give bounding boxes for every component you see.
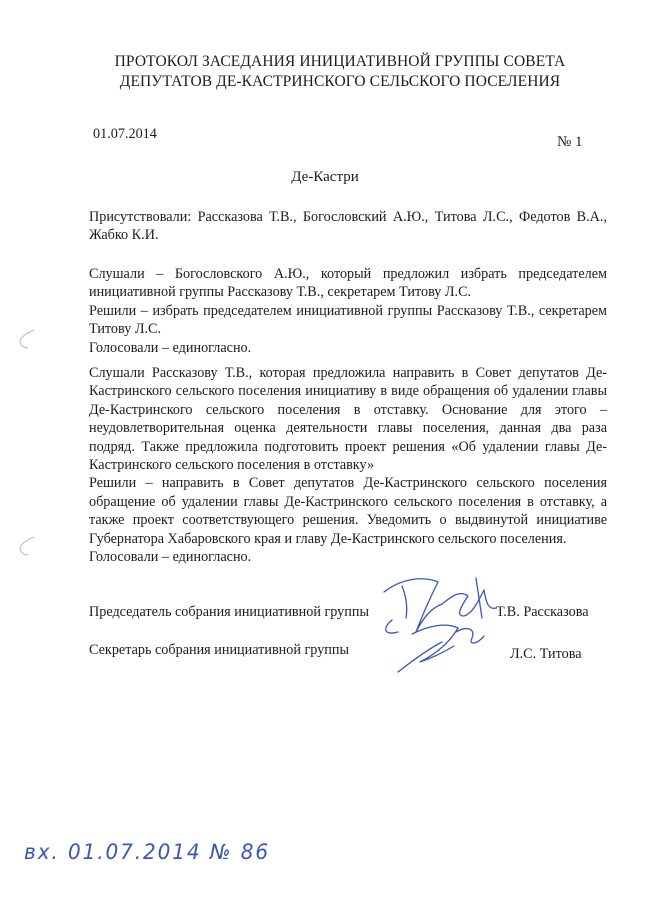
- item2-heard: Слушали Рассказову Т.В., которая предложила направить в Совет депутатов Де-Кастринского сельского поселения инициативу в виде обращения об удалении главы Де-Кастринского сельского поселения в отставку. Основание для этого – неудовлетворительная оценка деятельности главы поселения, данная два раза подряд. Также предложила подготовить проект решения «Об удалении главы Де-Кастринского сельского поселения в отставку»: [89, 365, 607, 474]
- chairman-name: Т.В. Рассказова: [496, 604, 589, 620]
- attendees-text: Присутствовали: Рассказова Т.В., Богословский А.Ю., Титова Л.С., Федотов В.А., Жабко К.И.: [89, 209, 607, 244]
- agenda-item-2: [89, 364, 607, 566]
- title-line-2: ДЕПУТАТОВ ДЕ-КАСТРИНСКОГО СЕЛЬСКОГО ПОСЕЛЕНИЯ: [119, 73, 561, 90]
- handwritten-signature: [372, 572, 522, 682]
- secretary-name: Л.С. Титова: [510, 646, 582, 662]
- item2-voted: Голосовали – единогласно.: [89, 549, 252, 566]
- title-line-1: ПРОТОКОЛ ЗАСЕДАНИЯ ИНИЦИАТИВНОЙ ГРУППЫ СОВЕТА: [114, 53, 566, 70]
- document-place: Де-Кастри: [291, 169, 359, 185]
- document-title: [60, 52, 620, 92]
- punch-hole-mark: [14, 535, 38, 557]
- item1-voted: Голосовали – единогласно.: [89, 339, 252, 356]
- item2-decided: Решили – направить в Совет депутатов Де-Кастринского сельского поселения обращение об удалении главы Де-Кастринского сельского поселения в отставку, а также проект соответствующего решения. Уведомить о выдвинутой инициативе Губернатора Хабаровского края и главу Де-Кастринского сельского поселения.: [89, 475, 607, 547]
- secretary-role: Секретарь собрания инициативной группы: [89, 642, 350, 658]
- attendees-paragraph: [89, 208, 607, 245]
- item1-decided: Решили – избрать председателем инициативной группы Рассказову Т.В., секретарем Титову Л.С.: [89, 302, 607, 338]
- item1-heard: Слушали – Богословского А.Ю., который предложил избрать председателем инициативной группы Рассказову Т.В., секретарем Титову Л.С.: [89, 266, 607, 301]
- incoming-stamp-text: вх. 01.07.2014 № 86: [24, 840, 270, 864]
- punch-hole-mark: [14, 328, 38, 350]
- document-number: № 1: [557, 134, 583, 150]
- agenda-item-1: [89, 265, 607, 357]
- chairman-role: Председатель собрания инициативной группы: [89, 604, 369, 620]
- document-date: 01.07.2014: [93, 126, 157, 142]
- incoming-registration-mark: [20, 832, 290, 872]
